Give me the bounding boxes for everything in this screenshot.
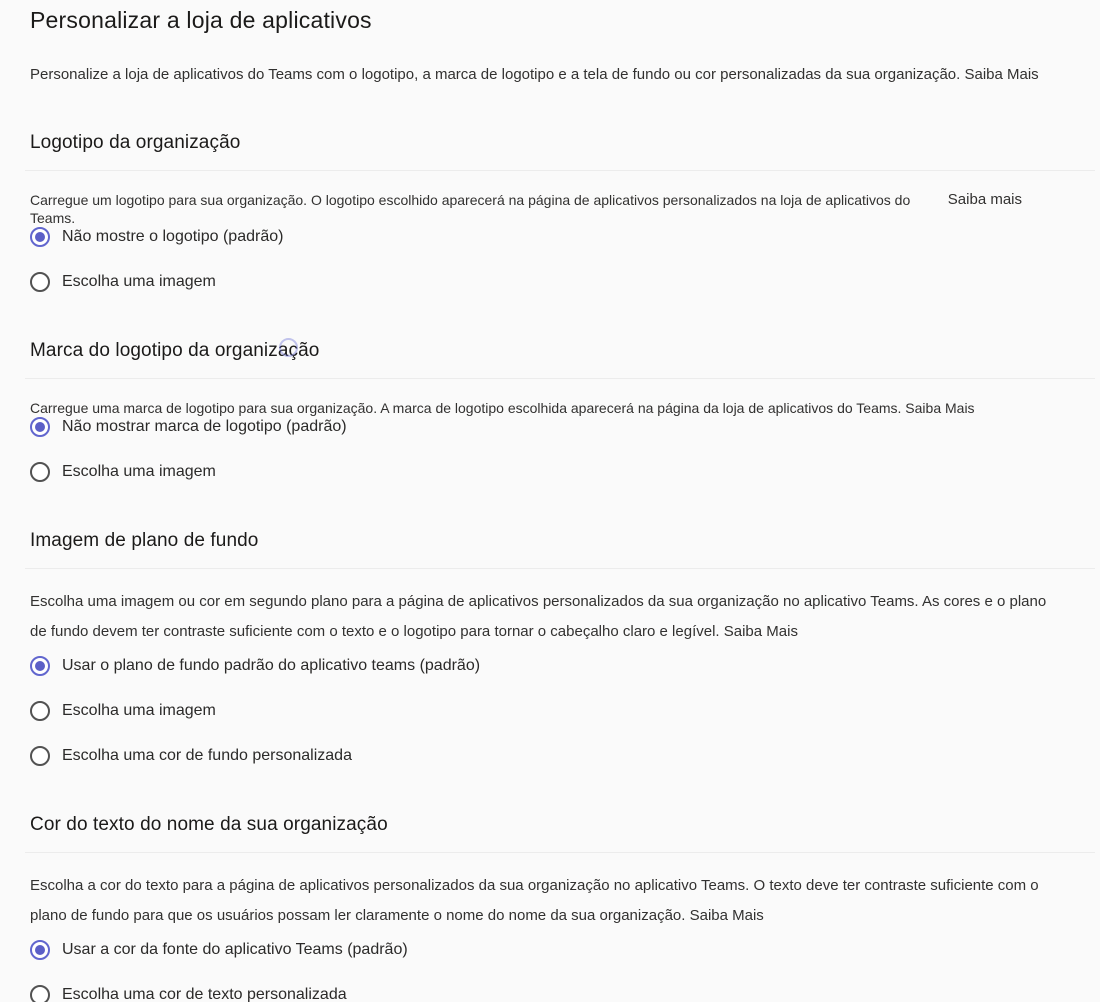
section-org-logo-description-row bbox=[30, 191, 1070, 227]
radio-option-label: Usar a cor da fonte do aplicativo Teams (padrão) bbox=[62, 941, 408, 958]
radio-button-selected-icon[interactable] bbox=[30, 656, 50, 676]
page-title: Personalizar a loja de aplicativos bbox=[30, 7, 372, 33]
radio-button-icon[interactable] bbox=[30, 272, 50, 292]
radio-option-choose-image[interactable] bbox=[30, 272, 1070, 292]
section-logomark bbox=[30, 339, 1070, 482]
section-org-logo-description: Carregue um logotipo para sua organização. O logotipo escolhido aparecerá na página de aplicativos personalizados na loja de aplicativos do Teams. bbox=[30, 192, 911, 226]
radio-option-choose-image[interactable] bbox=[30, 462, 1070, 482]
org-logo-learn-more-link[interactable]: Saiba mais bbox=[947, 191, 1022, 208]
section-heading-row bbox=[30, 813, 1070, 837]
section-divider bbox=[25, 170, 1095, 171]
radio-option-default-font-color[interactable] bbox=[30, 940, 1070, 960]
section-org-logo bbox=[30, 131, 1070, 292]
radio-button-selected-icon[interactable] bbox=[30, 417, 50, 437]
radio-button-icon[interactable] bbox=[30, 462, 50, 482]
section-heading-row bbox=[30, 339, 1070, 363]
section-divider bbox=[25, 378, 1095, 379]
text-color-learn-more-link[interactable]: Saiba Mais bbox=[689, 907, 764, 924]
background-image-options bbox=[30, 656, 1070, 766]
section-background-image-heading: Imagem de plano de fundo bbox=[30, 530, 259, 551]
radio-button-icon[interactable] bbox=[30, 701, 50, 721]
section-heading-row bbox=[30, 131, 1070, 155]
section-heading-row bbox=[30, 529, 1070, 553]
page-intro bbox=[30, 66, 1070, 84]
radio-button-selected-icon[interactable] bbox=[30, 940, 50, 960]
radio-option-choose-image[interactable] bbox=[30, 701, 1070, 721]
radio-button-icon[interactable] bbox=[30, 746, 50, 766]
intro-learn-more-link[interactable]: Saiba Mais bbox=[964, 66, 1039, 83]
page-intro-text: Personalize a loja de aplicativos do Teams com o logotipo, a marca de logotipo e a tela de fundo ou cor personalizadas da sua organização. bbox=[30, 66, 961, 83]
description-text: Escolha uma imagem ou cor em segundo plano para a página de aplicativos personalizados da sua organização no aplicativo Teams. As cores e o plano de fundo devem ter contraste suficiente com o texto e o logotipo para tornar o cabeçalho claro e legível. bbox=[30, 593, 1047, 640]
radio-button-icon[interactable] bbox=[30, 985, 50, 1002]
section-divider bbox=[25, 852, 1095, 853]
logomark-options bbox=[30, 417, 1070, 482]
text-color-options bbox=[30, 940, 1070, 1002]
description-text: Carregue uma marca de logotipo para sua organização. A marca de logotipo escolhida aparecerá na página da loja de aplicativos do Teams. bbox=[30, 400, 902, 416]
radio-option-label: Usar o plano de fundo padrão do aplicativo teams (padrão) bbox=[62, 657, 481, 674]
section-logomark-heading: Marca do logotipo da organização bbox=[30, 340, 320, 361]
section-background-image-description bbox=[30, 587, 1060, 647]
background-learn-more-link[interactable]: Saiba Mais bbox=[723, 623, 798, 640]
radio-option-no-logo[interactable] bbox=[30, 227, 1070, 247]
section-logomark-description bbox=[30, 399, 1070, 417]
radio-option-label: Escolha uma imagem bbox=[62, 273, 216, 290]
radio-option-custom-text-color[interactable] bbox=[30, 985, 1070, 1002]
section-text-color-description bbox=[30, 871, 1060, 931]
radio-option-no-logomark[interactable] bbox=[30, 417, 1070, 437]
radio-option-default-background[interactable] bbox=[30, 656, 1070, 676]
section-text-color bbox=[30, 813, 1070, 1002]
radio-option-label: Escolha uma imagem bbox=[62, 463, 216, 480]
logomark-learn-more-link[interactable]: Saiba Mais bbox=[905, 400, 975, 416]
radio-option-label: Escolha uma imagem bbox=[62, 702, 216, 719]
radio-option-label: Não mostrar marca de logotipo (padrão) bbox=[62, 418, 347, 435]
radio-option-label: Não mostre o logotipo (padrão) bbox=[62, 228, 284, 245]
section-text-color-heading: Cor do texto do nome da sua organização bbox=[30, 814, 388, 835]
description-text: Escolha a cor do texto para a página de aplicativos personalizados da sua organização no aplicativo Teams. O texto deve ter contraste suficiente com o plano de fundo para que os usuários possam ler claramente o nome do nome da sua organização. bbox=[30, 877, 1039, 924]
radio-option-label: Escolha uma cor de fundo personalizada bbox=[62, 747, 352, 764]
section-divider bbox=[25, 568, 1095, 569]
section-org-logo-heading: Logotipo da organização bbox=[30, 132, 241, 153]
section-background-image bbox=[30, 529, 1070, 766]
radio-option-label: Escolha uma cor de texto personalizada bbox=[62, 986, 347, 1002]
org-logo-options bbox=[30, 227, 1070, 292]
radio-option-custom-background-color[interactable] bbox=[30, 746, 1070, 766]
radio-button-selected-icon[interactable] bbox=[30, 227, 50, 247]
section-logomark-description-row bbox=[30, 399, 1070, 417]
